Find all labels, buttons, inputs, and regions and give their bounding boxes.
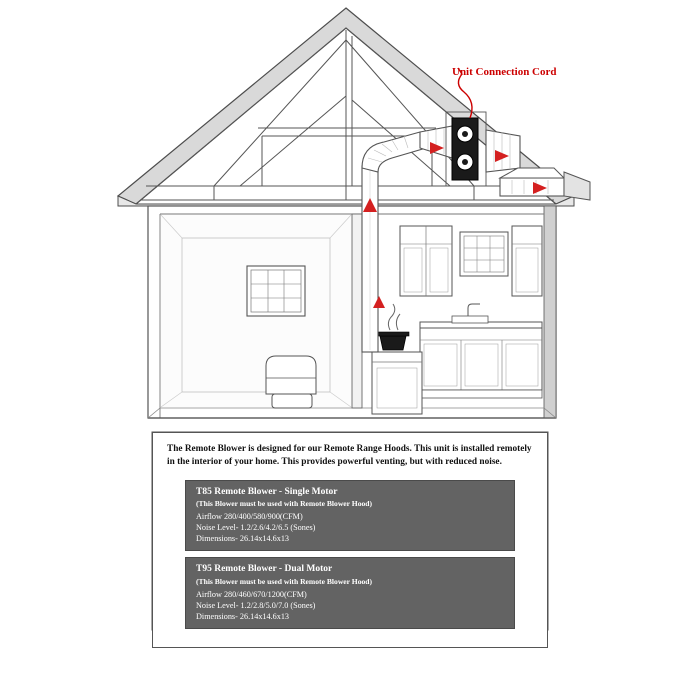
unit-connection-cord-label: Unit Connection Cord <box>452 66 557 78</box>
spec-airflow: Airflow 280/460/670/1200(CFM) <box>196 589 307 599</box>
sofa <box>266 356 316 408</box>
horizontal-exhaust-duct <box>500 178 564 196</box>
spec-noise: Noise Level- 1.2/2.8/5.0/7.0 (Sones) <box>196 600 316 610</box>
info-panel <box>152 432 548 648</box>
spec-card-t95 <box>185 557 515 628</box>
spec-subtitle: (This Blower must be used with Remote Blower Hood) <box>196 499 373 509</box>
spec-title: T95 Remote Blower - Dual Motor <box>196 564 333 575</box>
attic-trusses <box>140 30 554 200</box>
spec-subtitle: (This Blower must be used with Remote Blower Hood) <box>196 576 373 586</box>
spec-airflow: Airflow 280/400/580/900(CFM) <box>196 512 303 522</box>
duct-run-right <box>486 130 520 172</box>
spec-card-t85 <box>185 480 515 551</box>
cooking-pot-icon <box>380 336 406 350</box>
spec-noise: Noise Level- 1.2/2.6/4.2/6.5 (Sones) <box>196 523 316 533</box>
living-room-window <box>247 266 305 316</box>
exterior-wall-cap <box>564 172 590 200</box>
spec-dimensions: Dimensions- 26.14x14.6x13 <box>196 534 290 544</box>
info-paragraph: The Remote Blower is designed for our Remote Range Hoods. This unit is installed remotely in the interior of your home. This provides powerful venting, but with reduced noise. <box>167 444 532 468</box>
duct-elbow-left <box>362 132 426 172</box>
spec-title: T85 Remote Blower - Single Motor <box>196 486 338 497</box>
spec-dimensions: Dimensions- 26.14x14.6x13 <box>196 611 290 621</box>
